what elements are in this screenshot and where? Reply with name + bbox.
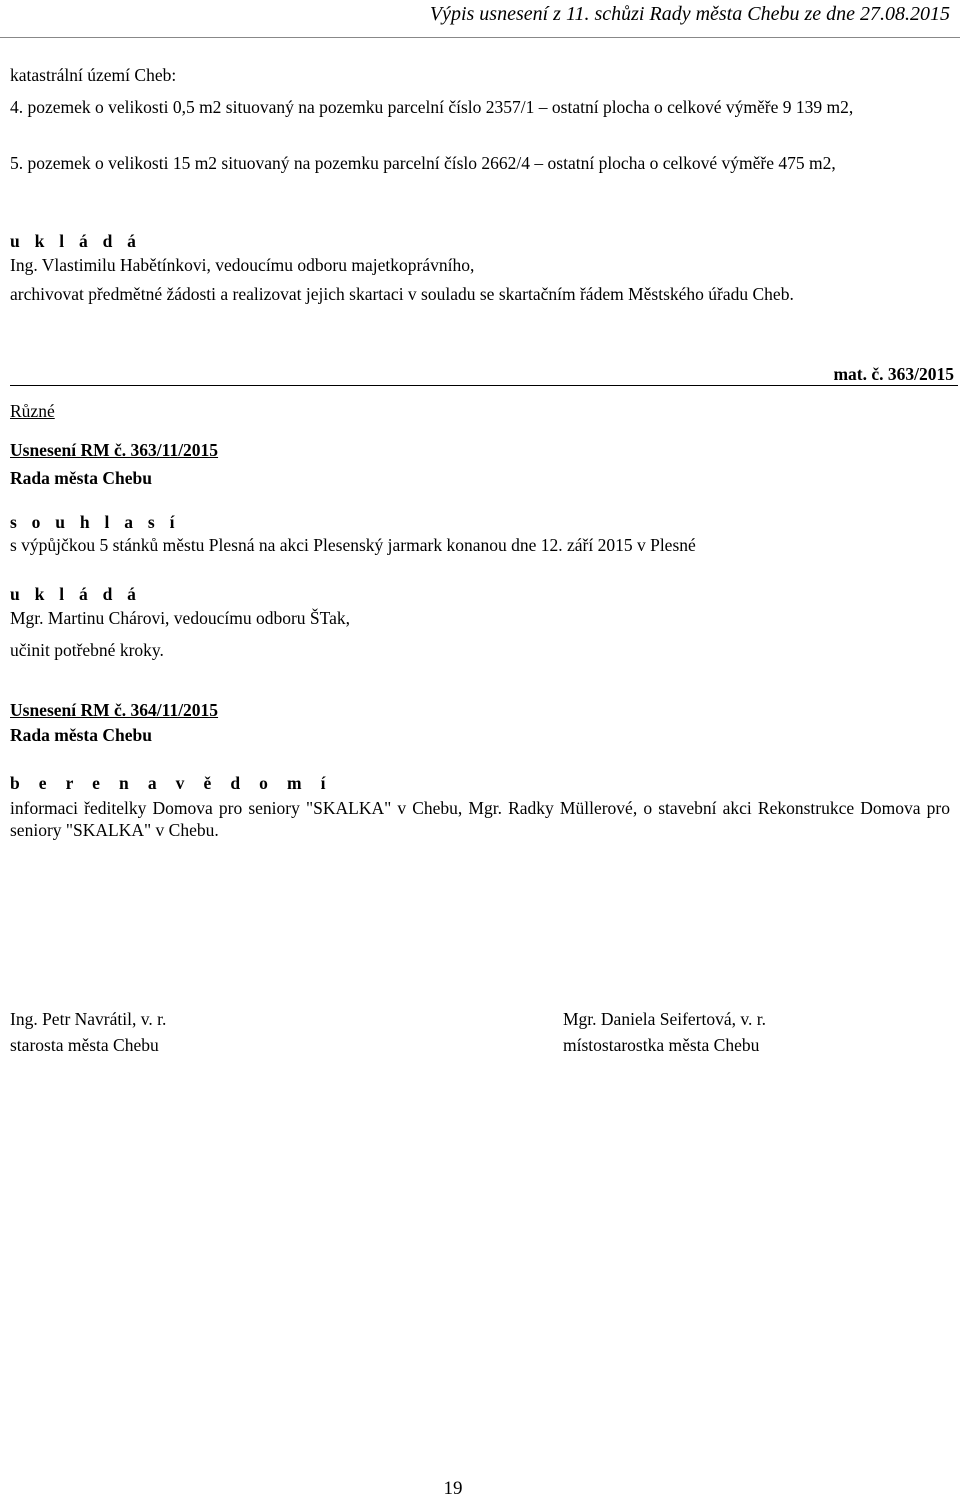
resolution-verb: u k l á d á: [10, 584, 142, 604]
cadastral-label: katastrální území Cheb:: [10, 65, 177, 85]
signatory-role: starosta města Chebu: [10, 1034, 159, 1055]
document-header: Výpis usnesení z 11. schůzi Rady města Chebu ze dne 27.08.2015: [429, 3, 950, 25]
signatory-name: Ing. Petr Navrátil, v. r.: [10, 1009, 167, 1029]
material-number: mat. č. 363/2015: [833, 364, 954, 384]
responsible-person: Ing. Vlastimilu Habětínkovi, vedoucímu odboru majetkoprávního,: [10, 255, 475, 275]
header-divider: [0, 37, 960, 38]
list-item: 4. pozemek o velikosti 0,5 m2 situovaný na pozemku parcelní číslo 2357/1 – ostatní plocha o celkové výměře 9 139 m2,: [10, 97, 854, 117]
resolution-task: učinit potřebné kroky.: [10, 640, 164, 660]
resolution-body: Rada města Chebu: [10, 725, 152, 745]
resolution-text: informaci ředitelky Domova pro seniory "SKALKA" v Chebu, Mgr. Radky Müllerové, o stavební akci Rekonstrukce Domova pro seniory "SKALKA" v Chebu.: [10, 798, 950, 840]
resolution-text: s výpůjčkou 5 stánků městu Plesná na akci Plesenský jarmark konanou dne 12. září 2015 v Plesné: [10, 535, 696, 555]
resolution-verb: u k l á d á: [10, 231, 142, 251]
resolution-number: Usnesení RM č. 364/11/2015: [10, 700, 219, 720]
resolution-task: archivovat předmětné žádosti a realizovat jejich skartaci v souladu se skartačním řádem Městského úřadu Cheb.: [10, 284, 794, 304]
signature-block: [563, 1009, 766, 1057]
resolution-verb: s o u h l a s í: [10, 512, 180, 532]
responsible-person: Mgr. Martinu Chárovi, vedoucímu odboru ŠTak,: [10, 608, 350, 628]
section-title: Různé: [10, 401, 55, 421]
resolution-body: Rada města Chebu: [10, 468, 152, 488]
signatory-role: místostarostka města Chebu: [563, 1034, 760, 1055]
resolution-verb: b e r e n a v ě d o m í: [10, 773, 333, 793]
signature-block: [10, 1009, 166, 1057]
section-divider: [10, 385, 958, 386]
page-number: 19: [443, 1478, 463, 1499]
resolution-number: Usnesení RM č. 363/11/2015: [10, 440, 219, 460]
list-item: 5. pozemek o velikosti 15 m2 situovaný na pozemku parcelní číslo 2662/4 – ostatní plocha o celkové výměře 475 m2,: [10, 153, 836, 173]
signatory-name: Mgr. Daniela Seifertová, v. r.: [563, 1009, 766, 1029]
